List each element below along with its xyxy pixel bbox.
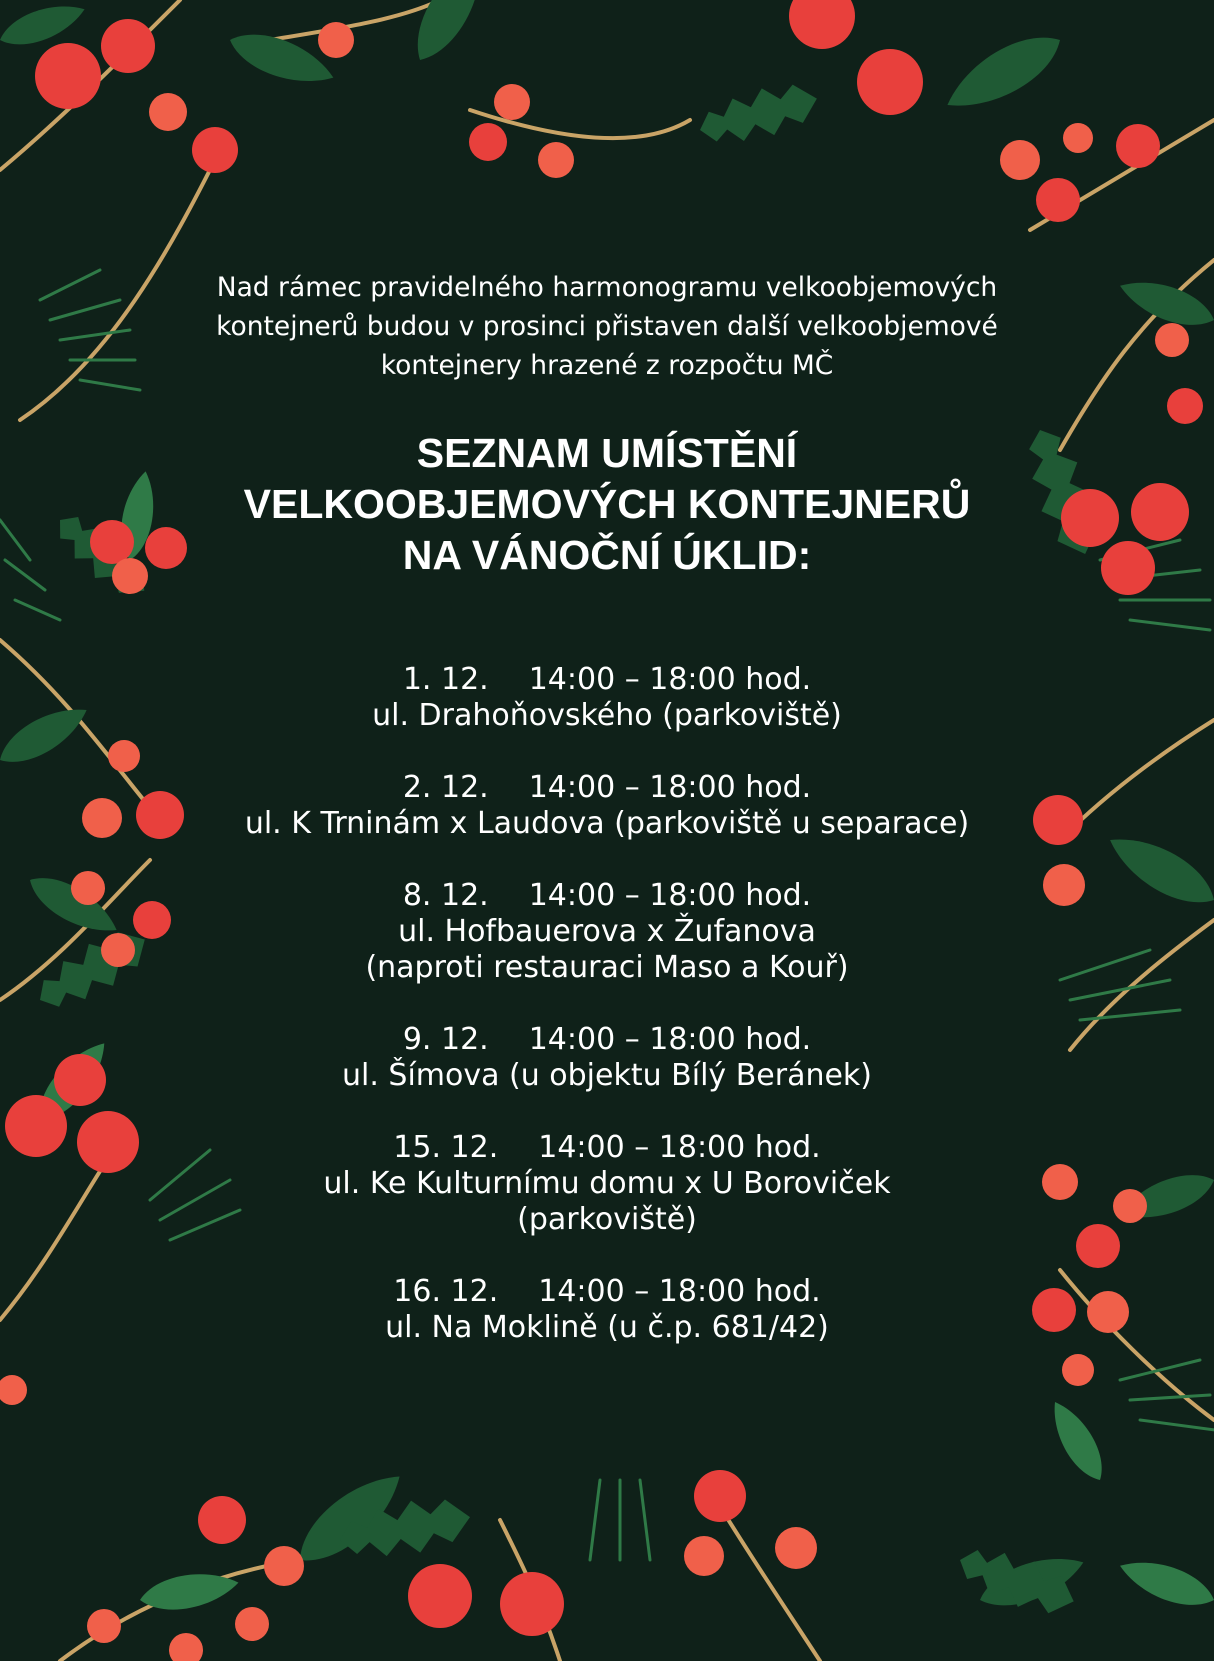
- schedule-datetime: [160, 770, 1054, 806]
- schedule-location: ul. Hofbauerova x Žufanova: [398, 914, 816, 949]
- schedule-date: 2. 12.: [402, 770, 489, 805]
- title-line: VELKOOBJEMOVÝCH KONTEJNERŮ: [243, 481, 971, 527]
- schedule-datetime: [160, 1130, 1054, 1166]
- schedule-time: 14:00 – 18:00 hod.: [538, 1130, 821, 1165]
- schedule-datetime: [160, 662, 1054, 698]
- intro-line: kontejnery hrazené z rozpočtu MČ: [380, 350, 834, 381]
- schedule-date: 9. 12.: [402, 1022, 489, 1057]
- list-item: [160, 770, 1054, 842]
- list-item: [160, 662, 1054, 734]
- schedule-location-note: (parkoviště): [517, 1202, 697, 1237]
- schedule-datetime: [160, 878, 1054, 914]
- schedule-date: 15. 12.: [393, 1130, 499, 1165]
- schedule-date: 8. 12.: [402, 878, 489, 913]
- list-item: [160, 1130, 1054, 1238]
- intro-line: Nad rámec pravidelného harmonogramu velkoobjemových: [216, 272, 998, 303]
- title-line: NA VÁNOČNÍ ÚKLID:: [402, 532, 812, 578]
- schedule-location: ul. Šímova (u objektu Bílý Beránek): [341, 1058, 873, 1093]
- schedule-datetime: [160, 1022, 1054, 1058]
- intro-line: kontejnerů budou v prosinci přistaven další velkoobjemové: [216, 311, 998, 342]
- intro-paragraph: [160, 268, 1054, 385]
- schedule-time: 14:00 – 18:00 hod.: [528, 662, 812, 697]
- schedule-date: 1. 12.: [402, 662, 489, 697]
- schedule-time: 14:00 – 18:00 hod.: [528, 770, 812, 805]
- page-title: [140, 428, 1074, 581]
- schedule-date: 16. 12.: [393, 1274, 499, 1309]
- schedule-location: ul. Ke Kulturnímu domu x U Boroviček: [323, 1166, 891, 1201]
- schedule-location-note: (naproti restauraci Maso a Kouř): [365, 950, 849, 985]
- title-line: SEZNAM UMÍSTĚNÍ: [416, 430, 798, 476]
- schedule-time: 14:00 – 18:00 hod.: [528, 1022, 812, 1057]
- container-schedule-list: [160, 662, 1054, 1382]
- schedule-datetime: [160, 1274, 1054, 1310]
- schedule-time: 14:00 – 18:00 hod.: [538, 1274, 821, 1309]
- schedule-location: ul. Drahoňovského (parkoviště): [372, 698, 842, 733]
- schedule-location: ul. Na Moklině (u č.p. 681/42): [385, 1310, 829, 1345]
- schedule-location: ul. K Trninám x Laudova (parkoviště u separace): [244, 806, 970, 841]
- list-item: [160, 1274, 1054, 1346]
- schedule-time: 14:00 – 18:00 hod.: [528, 878, 812, 913]
- list-item: [160, 1022, 1054, 1094]
- list-item: [160, 878, 1054, 986]
